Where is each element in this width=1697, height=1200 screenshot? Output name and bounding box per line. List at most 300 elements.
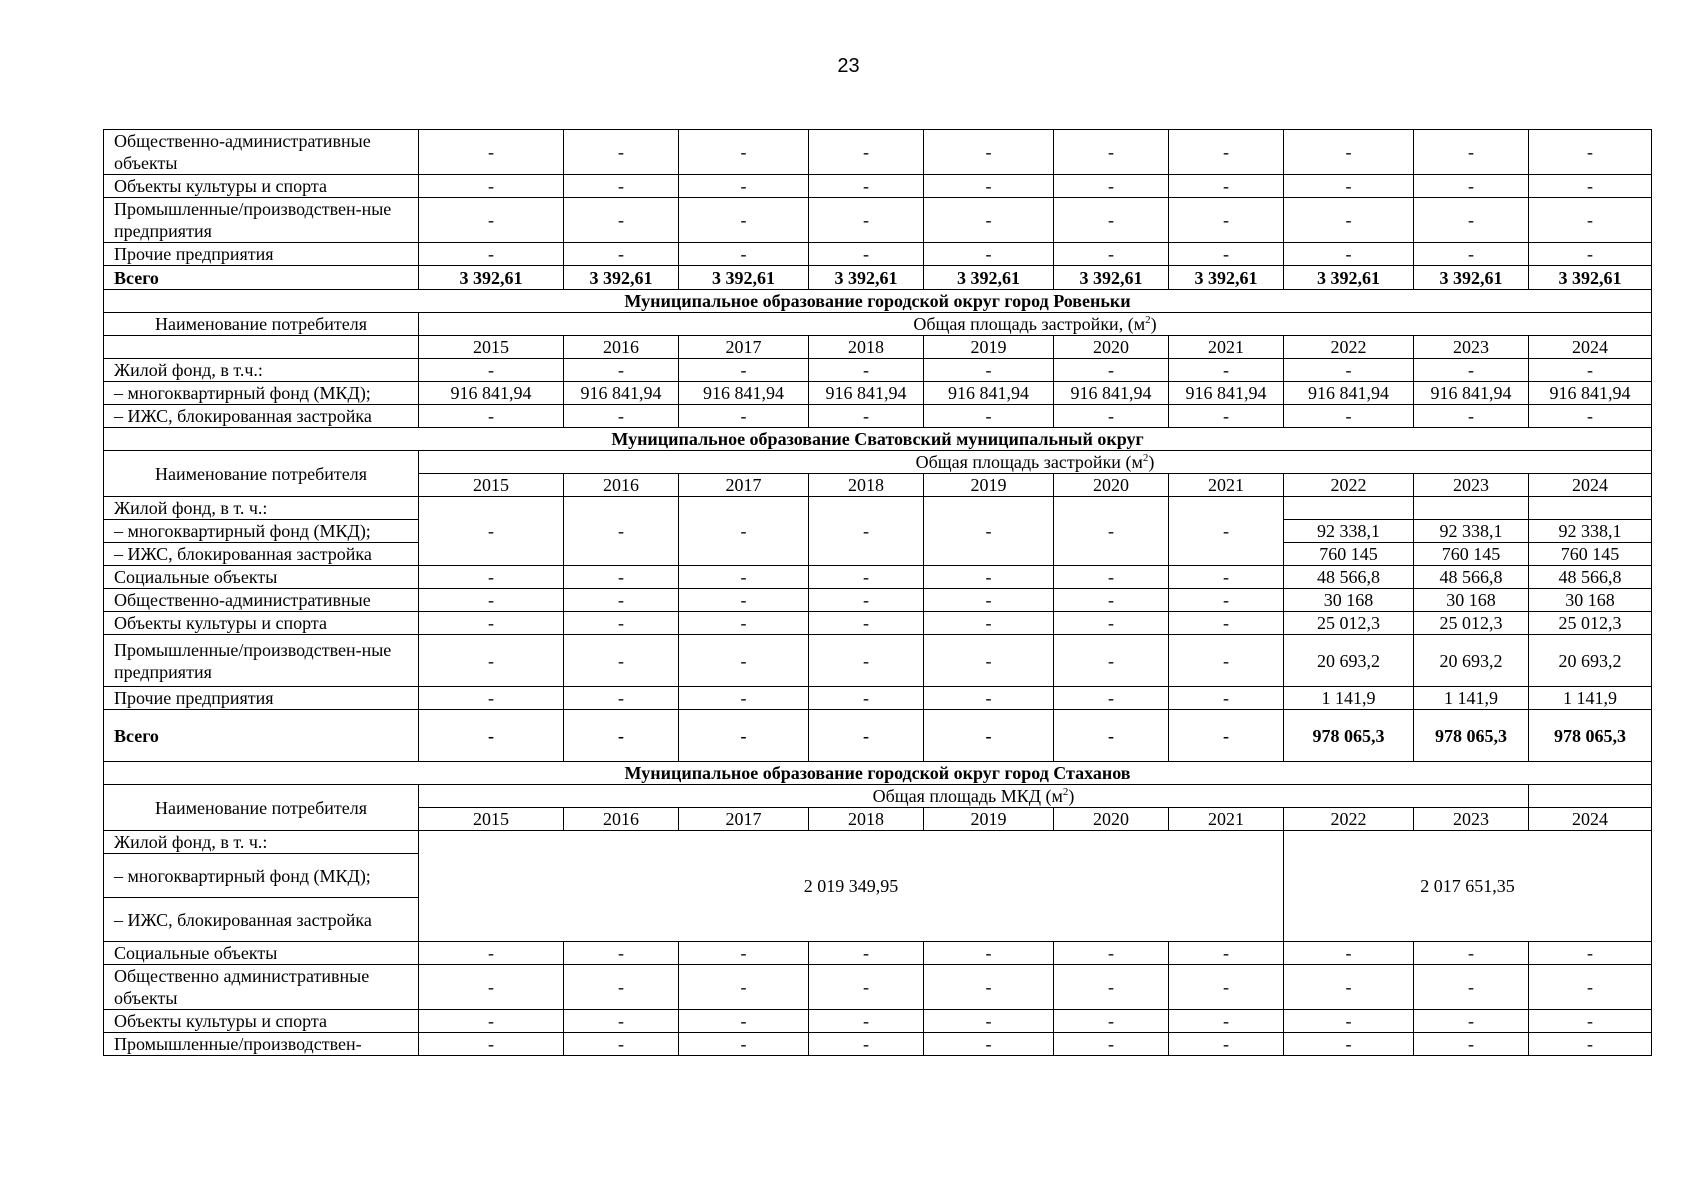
dash-cell: -	[1284, 965, 1414, 1010]
dash-cell: -	[679, 359, 809, 382]
value-cell: 916 841,94	[564, 382, 679, 405]
dash-cell: -	[419, 497, 564, 566]
dash-cell: -	[564, 243, 679, 266]
dash-cell: -	[924, 405, 1054, 428]
value-cell: 48 566,8	[1414, 566, 1529, 589]
row-label: Жилой фонд, в т. ч.:	[104, 831, 419, 854]
area-header-tail: )	[1150, 314, 1157, 334]
year-header-cell: 2018	[809, 336, 924, 359]
dash-cell: -	[1169, 965, 1284, 1010]
dash-cell: -	[419, 198, 564, 243]
total-value-cell: 3 392,61	[1529, 266, 1652, 290]
year-header-cell: 2017	[679, 336, 809, 359]
dash-cell: -	[924, 198, 1054, 243]
dash-cell: -	[1054, 359, 1169, 382]
empty-cell	[1529, 497, 1652, 520]
dash-cell: -	[1284, 198, 1414, 243]
value-cell: 20 693,2	[1529, 635, 1652, 687]
dash-cell: -	[1414, 198, 1529, 243]
consumer-header: Наименование потребителя	[104, 313, 419, 336]
year-header-cell: 2016	[564, 808, 679, 831]
dash-cell: -	[419, 589, 564, 612]
dash-cell: -	[1284, 130, 1414, 175]
dash-cell: -	[1414, 130, 1529, 175]
dash-cell: -	[924, 243, 1054, 266]
area-header	[419, 785, 1529, 808]
dash-cell: -	[564, 130, 679, 175]
dash-cell: -	[419, 942, 564, 965]
table-row	[104, 1010, 1652, 1033]
year-header-cell: 2016	[564, 336, 679, 359]
dash-cell: -	[1414, 1033, 1529, 1056]
dash-cell: -	[419, 710, 564, 762]
dash-cell: -	[809, 635, 924, 687]
dash-cell: -	[1169, 130, 1284, 175]
dash-cell: -	[1054, 942, 1169, 965]
dash-cell: -	[1414, 359, 1529, 382]
value-cell: 916 841,94	[1529, 382, 1652, 405]
dash-cell: -	[924, 175, 1054, 198]
dash-cell: -	[419, 566, 564, 589]
row-label: Промышленные/производствен-ные предприятия	[104, 198, 419, 243]
value-cell: 1 141,9	[1284, 687, 1414, 710]
value-cell: 92 338,1	[1414, 520, 1529, 543]
value-cell: 48 566,8	[1529, 566, 1652, 589]
dash-cell: -	[679, 687, 809, 710]
dash-cell: -	[679, 497, 809, 566]
row-label: Социальные объекты	[104, 566, 419, 589]
area-header	[419, 451, 1652, 474]
dash-cell: -	[1169, 1033, 1284, 1056]
dash-cell: -	[564, 1033, 679, 1056]
area-header-tail: )	[1148, 452, 1155, 472]
row-label: Прочие предприятия	[104, 687, 419, 710]
dash-cell: -	[419, 243, 564, 266]
dash-cell: -	[1054, 635, 1169, 687]
header-row	[104, 313, 1652, 336]
dash-cell: -	[564, 589, 679, 612]
dash-cell: -	[924, 687, 1054, 710]
dash-cell: -	[564, 965, 679, 1010]
dash-cell: -	[679, 942, 809, 965]
dash-cell: -	[809, 198, 924, 243]
dash-cell: -	[564, 687, 679, 710]
year-header-cell: 2017	[679, 474, 809, 497]
dash-cell: -	[419, 612, 564, 635]
dash-cell: -	[1284, 243, 1414, 266]
row-label: – ИЖС, блокированная застройка	[104, 405, 419, 428]
dash-cell: -	[809, 130, 924, 175]
dash-cell: -	[1054, 965, 1169, 1010]
dash-cell: -	[1284, 942, 1414, 965]
value-cell: 48 566,8	[1284, 566, 1414, 589]
value-cell: 760 145	[1414, 543, 1529, 566]
value-cell: 92 338,1	[1284, 520, 1414, 543]
dash-cell: -	[679, 1010, 809, 1033]
consumer-header: Наименование потребителя	[104, 451, 419, 497]
dash-cell: -	[419, 1033, 564, 1056]
table-row	[104, 130, 1652, 175]
dash-cell: -	[564, 405, 679, 428]
dash-cell: -	[1529, 198, 1652, 243]
dash-cell: -	[809, 1033, 924, 1056]
row-label: – многоквартирный фонд (МКД);	[104, 854, 419, 898]
dash-cell: -	[809, 359, 924, 382]
year-header-cell: 2024	[1529, 474, 1652, 497]
dash-cell: -	[1054, 130, 1169, 175]
dash-cell: -	[679, 175, 809, 198]
dash-cell: -	[564, 359, 679, 382]
dash-cell: -	[809, 405, 924, 428]
dash-cell: -	[1054, 405, 1169, 428]
section-title-row	[104, 290, 1652, 313]
dash-cell: -	[564, 497, 679, 566]
empty-cell	[1284, 497, 1414, 520]
dash-cell: -	[1414, 243, 1529, 266]
dash-cell: -	[1054, 687, 1169, 710]
dash-cell: -	[1169, 175, 1284, 198]
dash-cell: -	[1169, 566, 1284, 589]
value-cell: 916 841,94	[809, 382, 924, 405]
row-label: Общественно-административные объекты	[104, 130, 419, 175]
value-cell: 30 168	[1529, 589, 1652, 612]
row-label: Промышленные/производствен-ные предприятия	[104, 635, 419, 687]
dash-cell: -	[924, 710, 1054, 762]
year-header-cell: 2022	[1284, 336, 1414, 359]
dash-cell: -	[924, 635, 1054, 687]
dash-cell: -	[924, 497, 1054, 566]
value-cell: 1 141,9	[1529, 687, 1652, 710]
year-header-cell: 2021	[1169, 474, 1284, 497]
area-unit-superscript: 2	[1062, 786, 1069, 798]
dash-cell: -	[924, 566, 1054, 589]
dash-cell: -	[1414, 1010, 1529, 1033]
total-row	[104, 266, 1652, 290]
page-number: 23	[837, 55, 860, 77]
dash-cell: -	[1054, 1010, 1169, 1033]
total-value-cell: 3 392,61	[419, 266, 564, 290]
area-unit-superscript: 2	[1145, 314, 1151, 326]
value-cell: 916 841,94	[924, 382, 1054, 405]
value-cell: 30 168	[1414, 589, 1529, 612]
table-body	[104, 130, 1652, 1056]
area-header-text: Общая площадь МКД (м	[872, 786, 1063, 806]
row-label: Общественно-административные	[104, 589, 419, 612]
dash-cell: -	[564, 175, 679, 198]
header-row	[104, 785, 1652, 808]
table-row	[104, 635, 1652, 687]
row-label: Общественно административные объекты	[104, 965, 419, 1010]
row-label: – многоквартирный фонд (МКД);	[104, 382, 419, 405]
dash-cell: -	[924, 130, 1054, 175]
dash-cell: -	[419, 130, 564, 175]
dash-cell: -	[1284, 405, 1414, 428]
dash-cell: -	[1054, 497, 1169, 566]
total-value-cell: 3 392,61	[1054, 266, 1169, 290]
year-header-cell: 2020	[1054, 474, 1169, 497]
table-row	[104, 243, 1652, 266]
dash-cell: -	[1169, 243, 1284, 266]
value-cell: 916 841,94	[1284, 382, 1414, 405]
table-row	[104, 831, 1652, 854]
dash-cell: -	[564, 566, 679, 589]
dash-cell: -	[809, 497, 924, 566]
dash-cell: -	[1054, 710, 1169, 762]
dash-cell: -	[1054, 589, 1169, 612]
dash-cell: -	[1054, 243, 1169, 266]
merged-value-cell: 2 017 651,35	[1284, 831, 1652, 942]
value-cell: 916 841,94	[1054, 382, 1169, 405]
dash-cell: -	[679, 965, 809, 1010]
table-row	[104, 405, 1652, 428]
total-label: Всего	[104, 710, 419, 762]
dash-cell: -	[1414, 175, 1529, 198]
dash-cell: -	[679, 566, 809, 589]
value-cell: 760 145	[1529, 543, 1652, 566]
dash-cell: -	[1284, 359, 1414, 382]
total-value-cell: 3 392,61	[564, 266, 679, 290]
total-label: Всего	[104, 266, 419, 290]
dash-cell: -	[1169, 687, 1284, 710]
row-label: Жилой фонд, в т.ч.:	[104, 359, 419, 382]
dash-cell: -	[564, 942, 679, 965]
year-header-cell: 2019	[924, 808, 1054, 831]
year-header-cell: 2017	[679, 808, 809, 831]
dash-cell: -	[1414, 942, 1529, 965]
dash-cell: -	[1414, 405, 1529, 428]
dash-cell: -	[809, 589, 924, 612]
value-cell: 92 338,1	[1529, 520, 1652, 543]
dash-cell: -	[1054, 198, 1169, 243]
area-header	[419, 313, 1652, 336]
dash-cell: -	[419, 175, 564, 198]
dash-cell: -	[1284, 175, 1414, 198]
dash-cell: -	[809, 612, 924, 635]
value-cell: 916 841,94	[419, 382, 564, 405]
row-label: – многоквартирный фонд (МКД);	[104, 520, 419, 543]
dash-cell: -	[809, 243, 924, 266]
dash-cell: -	[1529, 359, 1652, 382]
dash-cell: -	[1529, 1033, 1652, 1056]
dash-cell: -	[1169, 1010, 1284, 1033]
section-title-row	[104, 428, 1652, 451]
dash-cell: -	[1054, 1033, 1169, 1056]
table-row	[104, 497, 1652, 520]
consumer-header: Наименование потребителя	[104, 785, 419, 831]
dash-cell: -	[1284, 1033, 1414, 1056]
dash-cell: -	[924, 1010, 1054, 1033]
table-row	[104, 1033, 1652, 1056]
heat-consumption-table	[103, 129, 1652, 1056]
dash-cell: -	[564, 635, 679, 687]
row-label: Объекты культуры и спорта	[104, 612, 419, 635]
year-header-cell: 2022	[1284, 808, 1414, 831]
value-cell: 20 693,2	[1414, 635, 1529, 687]
dash-cell: -	[924, 612, 1054, 635]
table-row	[104, 589, 1652, 612]
row-label: Социальные объекты	[104, 942, 419, 965]
value-cell: 25 012,3	[1284, 612, 1414, 635]
value-cell: 20 693,2	[1284, 635, 1414, 687]
dash-cell: -	[924, 942, 1054, 965]
dash-cell: -	[679, 405, 809, 428]
year-header-cell: 2024	[1529, 808, 1652, 831]
dash-cell: -	[1529, 405, 1652, 428]
dash-cell: -	[1529, 243, 1652, 266]
section-title-row	[104, 762, 1652, 785]
dash-cell: -	[1529, 1010, 1652, 1033]
dash-cell: -	[924, 589, 1054, 612]
year-row	[104, 336, 1652, 359]
dash-cell: -	[679, 710, 809, 762]
dash-cell: -	[419, 635, 564, 687]
dash-cell: -	[1169, 612, 1284, 635]
dash-cell: -	[564, 198, 679, 243]
total-value-cell: 978 065,3	[1529, 710, 1652, 762]
dash-cell: -	[809, 175, 924, 198]
merged-value-cell: 2 019 349,95	[419, 831, 1284, 942]
total-value-cell: 3 392,61	[679, 266, 809, 290]
table-row	[104, 687, 1652, 710]
dash-cell: -	[564, 1010, 679, 1033]
dash-cell: -	[809, 965, 924, 1010]
dash-cell: -	[419, 687, 564, 710]
dash-cell: -	[1169, 635, 1284, 687]
dash-cell: -	[1529, 942, 1652, 965]
total-row	[104, 710, 1652, 762]
value-cell: 760 145	[1284, 543, 1414, 566]
year-header-cell: 2015	[419, 474, 564, 497]
year-header-cell: 2018	[809, 474, 924, 497]
dash-cell: -	[1169, 497, 1284, 566]
table-row	[104, 612, 1652, 635]
year-header-cell: 2016	[564, 474, 679, 497]
dash-cell: -	[1169, 589, 1284, 612]
dash-cell: -	[924, 965, 1054, 1010]
dash-cell: -	[1169, 710, 1284, 762]
dash-cell: -	[1054, 612, 1169, 635]
year-header-cell: 2020	[1054, 808, 1169, 831]
section-title: Муниципальное образование городской округ город Стаханов	[104, 762, 1652, 785]
dash-cell: -	[1169, 405, 1284, 428]
value-cell: 1 141,9	[1414, 687, 1529, 710]
header-row	[104, 451, 1652, 474]
dash-cell: -	[679, 612, 809, 635]
row-label: – ИЖС, блокированная застройка	[104, 898, 419, 942]
table-row	[104, 359, 1652, 382]
row-label: Объекты культуры и спорта	[104, 175, 419, 198]
year-header-cell: 2022	[1284, 474, 1414, 497]
table-row	[104, 965, 1652, 1010]
dash-cell: -	[924, 1033, 1054, 1056]
table-row	[104, 382, 1652, 405]
total-value-cell: 3 392,61	[1284, 266, 1414, 290]
dash-cell: -	[1529, 965, 1652, 1010]
total-value-cell: 3 392,61	[924, 266, 1054, 290]
year-header-cell: 2015	[419, 336, 564, 359]
dash-cell: -	[679, 589, 809, 612]
year-header-cell: 2019	[924, 336, 1054, 359]
year-header-cell: 2023	[1414, 336, 1529, 359]
area-unit-superscript: 2	[1142, 452, 1149, 464]
value-cell: 25 012,3	[1529, 612, 1652, 635]
dash-cell: -	[1169, 942, 1284, 965]
dash-cell: -	[809, 1010, 924, 1033]
dash-cell: -	[1054, 566, 1169, 589]
area-header-text: Общая площадь застройки (м	[915, 452, 1143, 472]
table-row	[104, 566, 1652, 589]
dash-cell: -	[419, 359, 564, 382]
dash-cell: -	[564, 710, 679, 762]
value-cell: 916 841,94	[1414, 382, 1529, 405]
value-cell: 916 841,94	[1169, 382, 1284, 405]
section-title: Муниципальное образование городской округ город Ровеньки	[104, 290, 1652, 313]
dash-cell: -	[419, 1010, 564, 1033]
year-header-cell: 2024	[1529, 336, 1652, 359]
row-label: Промышленные/производствен-	[104, 1033, 419, 1056]
dash-cell: -	[1529, 175, 1652, 198]
dash-cell: -	[1529, 130, 1652, 175]
year-header-cell: 2020	[1054, 336, 1169, 359]
total-value-cell: 978 065,3	[1414, 710, 1529, 762]
total-value-cell: 3 392,61	[1414, 266, 1529, 290]
value-cell: 30 168	[1284, 589, 1414, 612]
row-label: – ИЖС, блокированная застройка	[104, 543, 419, 566]
year-header-cell: 2021	[1169, 336, 1284, 359]
year-header-cell: 2023	[1414, 474, 1529, 497]
dash-cell: -	[679, 243, 809, 266]
dash-cell: -	[809, 687, 924, 710]
total-value-cell: 3 392,61	[1169, 266, 1284, 290]
empty-header-cell	[104, 336, 419, 359]
dash-cell: -	[679, 635, 809, 687]
dash-cell: -	[1284, 1010, 1414, 1033]
year-header-cell: 2015	[419, 808, 564, 831]
year-header-cell: 2021	[1169, 808, 1284, 831]
dash-cell: -	[1169, 198, 1284, 243]
table-row	[104, 175, 1652, 198]
value-cell: 916 841,94	[679, 382, 809, 405]
empty-header-cell	[1529, 785, 1652, 808]
dash-cell: -	[419, 965, 564, 1010]
year-header-cell: 2019	[924, 474, 1054, 497]
value-cell: 25 012,3	[1414, 612, 1529, 635]
dash-cell: -	[419, 405, 564, 428]
dash-cell: -	[679, 130, 809, 175]
dash-cell: -	[809, 566, 924, 589]
table-row	[104, 942, 1652, 965]
dash-cell: -	[1414, 965, 1529, 1010]
row-label: Объекты культуры и спорта	[104, 1010, 419, 1033]
area-header-text: Общая площадь застройки, (м	[913, 314, 1146, 334]
area-header-tail: )	[1068, 786, 1075, 806]
total-value-cell: 3 392,61	[809, 266, 924, 290]
dash-cell: -	[809, 710, 924, 762]
table-row	[104, 198, 1652, 243]
section-title: Муниципальное образование Сватовский муниципальный округ	[104, 428, 1652, 451]
dash-cell: -	[679, 1033, 809, 1056]
dash-cell: -	[809, 942, 924, 965]
total-value-cell: 978 065,3	[1284, 710, 1414, 762]
dash-cell: -	[1054, 175, 1169, 198]
year-header-cell: 2023	[1414, 808, 1529, 831]
dash-cell: -	[1169, 359, 1284, 382]
dash-cell: -	[924, 359, 1054, 382]
row-label: Прочие предприятия	[104, 243, 419, 266]
dash-cell: -	[679, 198, 809, 243]
year-header-cell: 2018	[809, 808, 924, 831]
empty-cell	[1414, 497, 1529, 520]
